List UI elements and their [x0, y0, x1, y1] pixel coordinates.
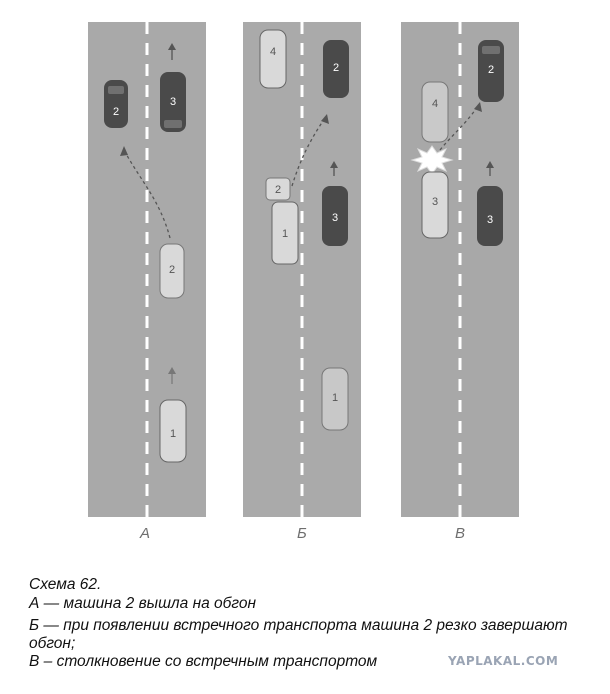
car-a-2-dark-number: 2	[112, 105, 120, 118]
car-b-4-light	[260, 30, 286, 88]
car-b-2-light-number: 2	[274, 183, 282, 196]
road-label-a: А	[140, 525, 151, 542]
car-b-1-bottom-light-number: 1	[331, 391, 339, 404]
car-a-2-light-number: 2	[168, 263, 176, 276]
caption-line-a: А — машина 2 вышла на обгон	[29, 595, 257, 612]
car-v-3-dark-number: 3	[486, 213, 494, 226]
watermark-logo: YAPLAKAL.COM	[448, 654, 559, 668]
road-label-b: Б	[297, 525, 307, 542]
caption-line-v: В – столкновение со встречным транспортом	[29, 653, 378, 670]
car-b-1-light	[272, 202, 298, 264]
car-v-4-light	[422, 82, 448, 142]
car-a-1-light-number: 1	[169, 427, 177, 440]
car-v-3-light	[422, 172, 448, 238]
car-b-3-dark-number: 3	[331, 211, 339, 224]
car-b-1-light-number: 1	[281, 227, 289, 240]
car-v-2-dark-number: 2	[487, 63, 495, 76]
car-a-2-dark	[104, 80, 128, 128]
car-b-4-light-number: 4	[269, 45, 277, 58]
car-a-2-light	[160, 244, 184, 298]
caption-title: Схема 62.	[29, 576, 102, 593]
car-v-4-light-number: 4	[431, 97, 439, 110]
car-b-2-light	[266, 178, 290, 200]
car-b-2-dark	[323, 40, 349, 98]
car-v-3-light-number: 3	[431, 195, 439, 208]
car-b-2-dark-number: 2	[332, 61, 340, 74]
car-a-3-dark-number: 3	[169, 95, 177, 108]
car-v-2-dark	[478, 40, 504, 102]
road-label-v: В	[455, 525, 466, 542]
car-b-1-bottom-light	[322, 368, 348, 430]
caption-line-b: Б — при появлении встречного транспорта машина 2 резко завершают обгон;	[29, 617, 568, 652]
